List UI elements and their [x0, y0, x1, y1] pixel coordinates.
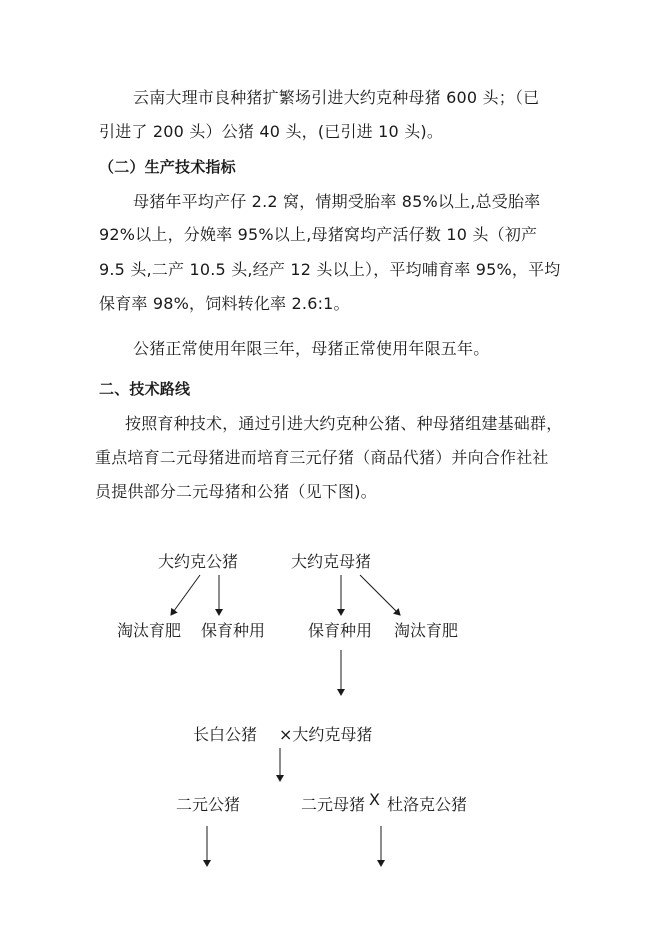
route-para-line-3: 员提供部分二元母猪和公猪（见下图)。: [95, 482, 377, 501]
node-cross-yorkshire-sow: ×大约克母猪: [279, 725, 373, 744]
node-cull-fatten-right: 淘汰育肥: [394, 621, 459, 640]
prod-para-line-4: 保育率 98%，饲料转化率 2.6:1。: [99, 294, 350, 313]
node-f1-boar: 二元公猪: [176, 795, 241, 814]
node-cull-fatten-left: 淘汰育肥: [117, 621, 182, 640]
heading-technical-route: 二、技术路线: [99, 380, 191, 398]
route-para-line-2: 重点培育二元母猪进而培育三元仔猪（商品代猪）并向合作社社: [95, 448, 549, 467]
heading-production-indicators: （二）生产技术指标: [99, 158, 236, 176]
node-f1-sow: 二元母猪: [301, 795, 366, 814]
prod-para-line-2: 92%以上，分娩率 95%以上,母猪窝均产活仔数 10 头（初产: [99, 225, 538, 244]
intro-line-2: 引进了 200 头）公猪 40 头，(已引进 10 头)。: [99, 122, 444, 141]
node-keep-breeding-left: 保育种用: [201, 621, 266, 640]
intro-line-1: 云南大理市良种猪扩繁场引进大约克种母猪 600 头；（已: [133, 88, 540, 107]
arrow-boar-to-cull: [171, 575, 200, 615]
node-landrace-boar: 长白公猪: [193, 725, 258, 744]
node-yorkshire-sow: 大约克母猪: [291, 552, 372, 571]
service-life-line: 公猪正常使用年限三年，母猪正常使用年限五年。: [133, 339, 490, 358]
prod-para-line-1: 母猪年平均产仔 2.2 窝，情期受胎率 85%以上,总受胎率: [133, 192, 541, 211]
prod-para-line-3: 9.5 头,二产 10.5 头,经产 12 头以上），平均哺育率 95%，平均: [99, 260, 561, 279]
arrow-sow-to-cull: [360, 575, 400, 615]
node-duroc-boar: 杜洛克公猪: [387, 795, 468, 814]
cross-mark: X: [369, 790, 380, 809]
node-keep-breeding-right: 保育种用: [308, 621, 373, 640]
node-yorkshire-boar: 大约克公猪: [158, 552, 239, 571]
route-para-line-1: 按照育种技术，通过引进大约克种公猪、种母猪组建基础群，: [125, 414, 563, 433]
